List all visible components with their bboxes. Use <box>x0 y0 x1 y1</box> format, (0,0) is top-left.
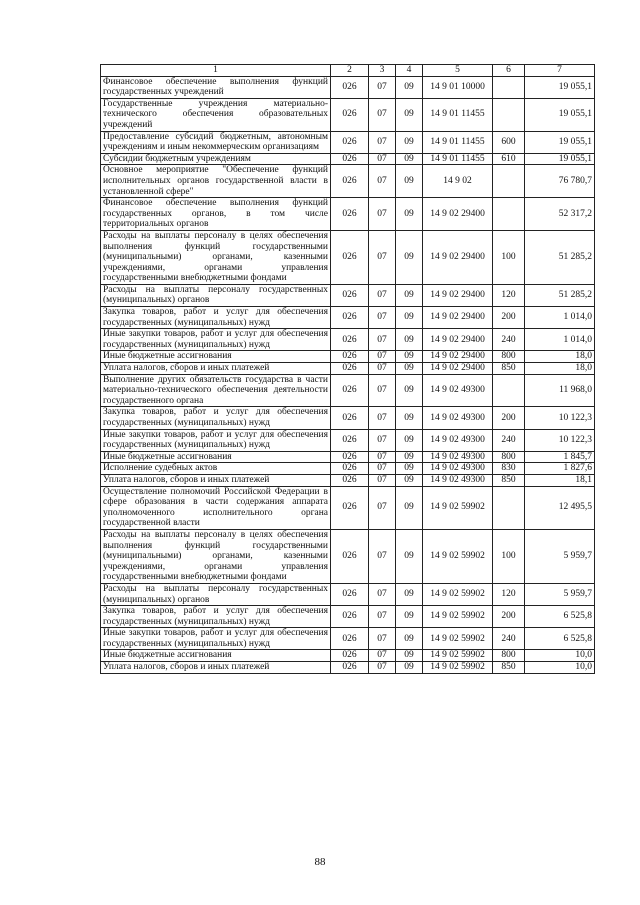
row-target-article-code: 14 9 01 10000 <box>423 76 493 98</box>
row-ministry-code: 026 <box>331 363 369 375</box>
row-ministry-code: 026 <box>331 165 369 198</box>
row-expense-type-code: 120 <box>493 583 525 605</box>
row-amount: 51 285,2 <box>525 284 595 306</box>
row-target-article-code: 14 9 02 49300 <box>423 407 493 429</box>
column-header-3: 3 <box>369 65 396 77</box>
row-amount: 76 780,7 <box>525 165 595 198</box>
row-amount: 1 014,0 <box>525 329 595 351</box>
table-row <box>101 230 595 284</box>
row-expense-type-code <box>493 76 525 98</box>
row-item-name: Иные закупки товаров, работ и услуг для обеспечения государственных (муниципальных) нужд <box>101 628 331 650</box>
table-row <box>101 198 595 231</box>
row-expense-type-code <box>493 98 525 131</box>
row-item-name: Осуществление полномочий Российской Федерации в сфере образования в части содержания аппарата уполномоченного исполнительного органа государственной власти <box>101 486 331 529</box>
column-header-4: 4 <box>396 65 423 77</box>
table-row <box>101 351 595 363</box>
table-row <box>101 463 595 475</box>
row-amount: 10,0 <box>525 662 595 674</box>
row-target-article-code: 14 9 02 29400 <box>423 363 493 375</box>
row-ministry-code: 026 <box>331 650 369 662</box>
row-expense-type-code: 200 <box>493 606 525 628</box>
row-item-name: Расходы на выплаты персоналу государственных (муниципальных) органов <box>101 583 331 605</box>
budget-table <box>100 64 595 674</box>
row-expense-type-code <box>493 374 525 407</box>
row-target-article-code: 14 9 02 29400 <box>423 351 493 363</box>
row-section-code: 07 <box>369 165 396 198</box>
page-number: 88 <box>314 856 326 868</box>
table-row <box>101 429 595 451</box>
row-subsection-code: 09 <box>396 429 423 451</box>
row-subsection-code: 09 <box>396 486 423 529</box>
row-ministry-code: 026 <box>331 486 369 529</box>
row-section-code: 07 <box>369 307 396 329</box>
row-target-article-code: 14 9 02 49300 <box>423 374 493 407</box>
row-expense-type-code: 240 <box>493 329 525 351</box>
row-ministry-code: 026 <box>331 451 369 463</box>
row-item-name: Иные бюджетные ассигнования <box>101 351 331 363</box>
row-target-article-code: 14 9 02 29400 <box>423 307 493 329</box>
row-subsection-code: 09 <box>396 463 423 475</box>
table-row <box>101 153 595 165</box>
row-expense-type-code: 240 <box>493 429 525 451</box>
row-item-name: Основное мероприятие "Обеспечение функций исполнительных органов государственной власти в установленной сфере" <box>101 165 331 198</box>
row-expense-type-code: 800 <box>493 451 525 463</box>
row-section-code: 07 <box>369 76 396 98</box>
row-ministry-code: 026 <box>331 351 369 363</box>
row-target-article-code: 14 9 02 59902 <box>423 628 493 650</box>
row-item-name: Исполнение судебных актов <box>101 463 331 475</box>
table-header-row <box>101 65 595 77</box>
row-section-code: 07 <box>369 198 396 231</box>
row-target-article-code: 14 9 02 29400 <box>423 329 493 351</box>
row-amount: 10 122,3 <box>525 429 595 451</box>
row-target-article-code: 14 9 02 <box>423 165 493 198</box>
row-item-name: Иные закупки товаров, работ и услуг для обеспечения государственных (муниципальных) нужд <box>101 329 331 351</box>
row-amount: 19 055,1 <box>525 98 595 131</box>
row-amount: 1 827,6 <box>525 463 595 475</box>
row-item-name: Закупка товаров, работ и услуг для обеспечения государственных (муниципальных) нужд <box>101 606 331 628</box>
row-section-code: 07 <box>369 583 396 605</box>
row-expense-type-code: 240 <box>493 628 525 650</box>
row-section-code: 07 <box>369 153 396 165</box>
row-target-article-code: 14 9 02 49300 <box>423 474 493 486</box>
row-item-name: Иные закупки товаров, работ и услуг для обеспечения государственных (муниципальных) нужд <box>101 429 331 451</box>
row-target-article-code: 14 9 01 11455 <box>423 131 493 153</box>
table-row <box>101 284 595 306</box>
table-row <box>101 474 595 486</box>
row-ministry-code: 026 <box>331 474 369 486</box>
row-expense-type-code: 120 <box>493 284 525 306</box>
table-body <box>101 76 595 673</box>
row-section-code: 07 <box>369 529 396 583</box>
row-expense-type-code: 610 <box>493 153 525 165</box>
row-expense-type-code <box>493 486 525 529</box>
row-subsection-code: 09 <box>396 329 423 351</box>
row-ministry-code: 026 <box>331 529 369 583</box>
row-amount: 10 122,3 <box>525 407 595 429</box>
row-expense-type-code: 800 <box>493 351 525 363</box>
row-amount: 51 285,2 <box>525 230 595 284</box>
table-row <box>101 307 595 329</box>
column-header-6: 6 <box>493 65 525 77</box>
row-target-article-code: 14 9 02 59902 <box>423 486 493 529</box>
row-ministry-code: 026 <box>331 329 369 351</box>
row-expense-type-code: 800 <box>493 650 525 662</box>
row-subsection-code: 09 <box>396 76 423 98</box>
row-amount: 18,0 <box>525 351 595 363</box>
row-ministry-code: 026 <box>331 230 369 284</box>
row-target-article-code: 14 9 02 59902 <box>423 662 493 674</box>
row-subsection-code: 09 <box>396 529 423 583</box>
row-target-article-code: 14 9 02 59902 <box>423 583 493 605</box>
row-section-code: 07 <box>369 329 396 351</box>
table-row <box>101 76 595 98</box>
table-row <box>101 165 595 198</box>
row-subsection-code: 09 <box>396 474 423 486</box>
row-section-code: 07 <box>369 628 396 650</box>
row-item-name: Уплата налогов, сборов и иных платежей <box>101 363 331 375</box>
row-item-name: Финансовое обеспечение выполнения функций государственных учреждений <box>101 76 331 98</box>
row-section-code: 07 <box>369 451 396 463</box>
row-section-code: 07 <box>369 429 396 451</box>
row-ministry-code: 026 <box>331 583 369 605</box>
row-item-name: Иные бюджетные ассигнования <box>101 451 331 463</box>
table-row <box>101 329 595 351</box>
row-subsection-code: 09 <box>396 363 423 375</box>
table-row <box>101 606 595 628</box>
row-section-code: 07 <box>369 98 396 131</box>
row-item-name: Расходы на выплаты персоналу государственных (муниципальных) органов <box>101 284 331 306</box>
row-subsection-code: 09 <box>396 650 423 662</box>
row-amount: 1 014,0 <box>525 307 595 329</box>
row-subsection-code: 09 <box>396 165 423 198</box>
row-subsection-code: 09 <box>396 628 423 650</box>
row-ministry-code: 026 <box>331 198 369 231</box>
row-amount: 5 959,7 <box>525 583 595 605</box>
row-expense-type-code: 100 <box>493 230 525 284</box>
row-section-code: 07 <box>369 131 396 153</box>
row-item-name: Выполнение других обязательств государства в части материально-технического обеспечения деятельности государственного органа <box>101 374 331 407</box>
table-row <box>101 650 595 662</box>
row-item-name: Государственные учреждения материально-технического обеспечения образовательных учреждений <box>101 98 331 131</box>
row-subsection-code: 09 <box>396 606 423 628</box>
row-section-code: 07 <box>369 486 396 529</box>
row-ministry-code: 026 <box>331 407 369 429</box>
column-header-2: 2 <box>331 65 369 77</box>
row-expense-type-code: 830 <box>493 463 525 475</box>
row-subsection-code: 09 <box>396 351 423 363</box>
row-ministry-code: 026 <box>331 76 369 98</box>
row-item-name: Иные бюджетные ассигнования <box>101 650 331 662</box>
row-subsection-code: 09 <box>396 284 423 306</box>
row-ministry-code: 026 <box>331 606 369 628</box>
table-row <box>101 628 595 650</box>
budget-table-sheet <box>100 64 594 674</box>
row-item-name: Уплата налогов, сборов и иных платежей <box>101 662 331 674</box>
row-ministry-code: 026 <box>331 463 369 475</box>
row-amount: 18,0 <box>525 363 595 375</box>
row-target-article-code: 14 9 02 29400 <box>423 198 493 231</box>
row-item-name: Расходы на выплаты персоналу в целях обеспечения выполнения функций государственными (муниципальными) органами, казенными учреждениями, органами управления государственными внебюджетными фондами <box>101 529 331 583</box>
row-section-code: 07 <box>369 474 396 486</box>
row-amount: 1 845,7 <box>525 451 595 463</box>
row-amount: 6 525,8 <box>525 606 595 628</box>
row-item-name: Закупка товаров, работ и услуг для обеспечения государственных (муниципальных) нужд <box>101 407 331 429</box>
row-item-name: Уплата налогов, сборов и иных платежей <box>101 474 331 486</box>
column-header-5: 5 <box>423 65 493 77</box>
row-ministry-code: 026 <box>331 98 369 131</box>
row-section-code: 07 <box>369 662 396 674</box>
row-target-article-code: 14 9 02 49300 <box>423 463 493 475</box>
row-item-name: Предоставление субсидий бюджетным, автономным учреждениям и иным некоммерческим организациям <box>101 131 331 153</box>
row-ministry-code: 026 <box>331 284 369 306</box>
row-ministry-code: 026 <box>331 429 369 451</box>
table-row <box>101 407 595 429</box>
row-amount: 5 959,7 <box>525 529 595 583</box>
table-row <box>101 486 595 529</box>
column-header-7: 7 <box>525 65 595 77</box>
row-subsection-code: 09 <box>396 230 423 284</box>
row-section-code: 07 <box>369 650 396 662</box>
row-expense-type-code: 200 <box>493 307 525 329</box>
row-target-article-code: 14 9 02 29400 <box>423 230 493 284</box>
column-header-1: 1 <box>101 65 331 77</box>
row-amount: 6 525,8 <box>525 628 595 650</box>
row-item-name: Финансовое обеспечение выполнения функций государственных органов, в том числе территориальных органов <box>101 198 331 231</box>
row-expense-type-code: 200 <box>493 407 525 429</box>
row-section-code: 07 <box>369 351 396 363</box>
row-target-article-code: 14 9 02 59902 <box>423 606 493 628</box>
row-amount: 11 968,0 <box>525 374 595 407</box>
table-row <box>101 662 595 674</box>
table-row <box>101 363 595 375</box>
row-expense-type-code: 600 <box>493 131 525 153</box>
row-target-article-code: 14 9 02 49300 <box>423 451 493 463</box>
row-subsection-code: 09 <box>396 98 423 131</box>
row-amount: 19 055,1 <box>525 131 595 153</box>
row-section-code: 07 <box>369 363 396 375</box>
row-target-article-code: 14 9 02 49300 <box>423 429 493 451</box>
row-amount: 18,1 <box>525 474 595 486</box>
row-target-article-code: 14 9 02 59902 <box>423 650 493 662</box>
row-subsection-code: 09 <box>396 374 423 407</box>
row-ministry-code: 026 <box>331 662 369 674</box>
row-ministry-code: 026 <box>331 374 369 407</box>
row-expense-type-code <box>493 165 525 198</box>
row-subsection-code: 09 <box>396 131 423 153</box>
row-ministry-code: 026 <box>331 153 369 165</box>
table-row <box>101 98 595 131</box>
row-subsection-code: 09 <box>396 153 423 165</box>
row-subsection-code: 09 <box>396 662 423 674</box>
row-target-article-code: 14 9 01 11455 <box>423 153 493 165</box>
row-item-name: Субсидии бюджетным учреждениям <box>101 153 331 165</box>
row-amount: 19 055,1 <box>525 76 595 98</box>
row-section-code: 07 <box>369 230 396 284</box>
row-amount: 52 317,2 <box>525 198 595 231</box>
row-ministry-code: 026 <box>331 131 369 153</box>
row-ministry-code: 026 <box>331 307 369 329</box>
row-expense-type-code: 850 <box>493 474 525 486</box>
row-subsection-code: 09 <box>396 583 423 605</box>
row-item-name: Закупка товаров, работ и услуг для обеспечения государственных (муниципальных) нужд <box>101 307 331 329</box>
row-ministry-code: 026 <box>331 628 369 650</box>
row-section-code: 07 <box>369 463 396 475</box>
row-amount: 10,0 <box>525 650 595 662</box>
row-section-code: 07 <box>369 606 396 628</box>
row-target-article-code: 14 9 02 59902 <box>423 529 493 583</box>
row-section-code: 07 <box>369 284 396 306</box>
row-expense-type-code: 100 <box>493 529 525 583</box>
row-expense-type-code: 850 <box>493 363 525 375</box>
row-amount: 19 055,1 <box>525 153 595 165</box>
row-amount: 12 495,5 <box>525 486 595 529</box>
row-section-code: 07 <box>369 407 396 429</box>
row-item-name: Расходы на выплаты персоналу в целях обеспечения выполнения функций государственными (муниципальными) органами, казенными учреждениями, органами управления государственными внебюджетными фондами <box>101 230 331 284</box>
row-target-article-code: 14 9 01 11455 <box>423 98 493 131</box>
row-subsection-code: 09 <box>396 451 423 463</box>
row-expense-type-code: 850 <box>493 662 525 674</box>
table-row <box>101 131 595 153</box>
table-row <box>101 451 595 463</box>
row-subsection-code: 09 <box>396 198 423 231</box>
row-expense-type-code <box>493 198 525 231</box>
row-section-code: 07 <box>369 374 396 407</box>
table-row <box>101 583 595 605</box>
row-subsection-code: 09 <box>396 407 423 429</box>
table-row <box>101 529 595 583</box>
table-row <box>101 374 595 407</box>
row-target-article-code: 14 9 02 29400 <box>423 284 493 306</box>
row-subsection-code: 09 <box>396 307 423 329</box>
